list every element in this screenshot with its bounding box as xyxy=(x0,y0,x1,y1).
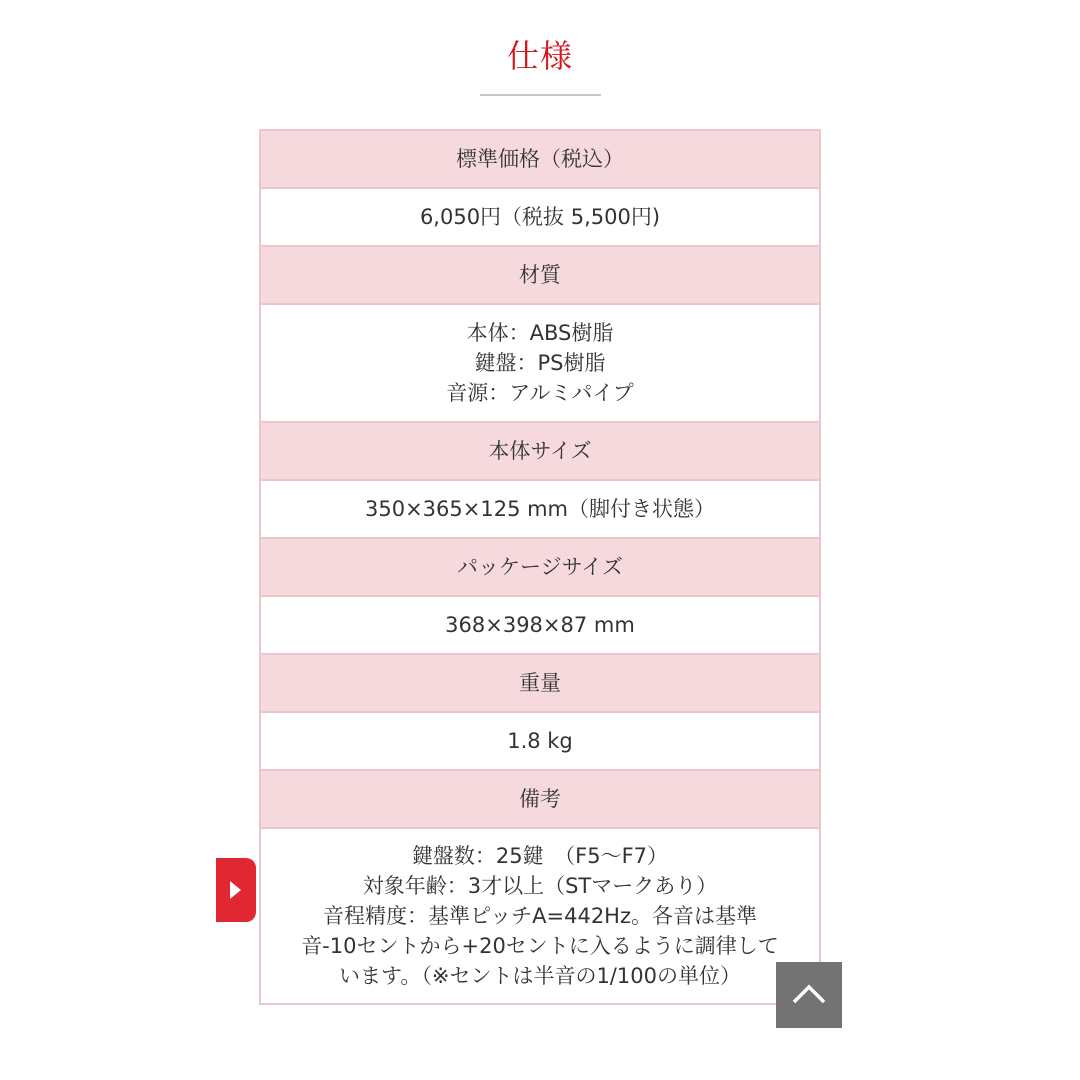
table-row xyxy=(260,770,820,828)
notes-line: 音程精度：基準ピッチA=442Hz。各音は基準 xyxy=(322,904,758,928)
notes-line: 鍵盤数：25鍵 （F5〜F7） xyxy=(411,844,669,868)
weight-value: 1.8 kg xyxy=(260,712,820,770)
price-value: 6,050円（税抜 5,500円) xyxy=(260,188,820,246)
price-label: 標準価格（税込） xyxy=(260,130,820,188)
table-row xyxy=(260,130,820,188)
material-line: 本体：ABS樹脂 xyxy=(466,321,614,345)
body-size-value: 350×365×125 mm（脚付き状態） xyxy=(260,480,820,538)
notes-line: 対象年齢：3才以上（STマークあり） xyxy=(362,874,718,898)
notes-line: います。（※セントは半音の1/100の単位） xyxy=(339,964,741,988)
material-label: 材質 xyxy=(260,246,820,304)
material-value xyxy=(260,304,820,422)
notes-line: 音-10セントから+20セントに入るように調律して xyxy=(301,934,779,958)
chevron-up-icon xyxy=(791,982,827,1006)
table-row xyxy=(260,304,820,422)
spec-table xyxy=(259,129,821,1005)
body-size-label: 本体サイズ xyxy=(260,422,820,480)
table-row xyxy=(260,246,820,304)
notes-label: 備考 xyxy=(260,770,820,828)
table-row xyxy=(260,596,820,654)
notes-value xyxy=(260,828,820,1004)
package-size-value: 368×398×87 mm xyxy=(260,596,820,654)
table-row xyxy=(260,480,820,538)
page-title: 仕様 xyxy=(506,37,573,75)
table-row xyxy=(260,828,820,1004)
table-row xyxy=(260,188,820,246)
caret-right-icon xyxy=(228,880,242,900)
back-to-top-button[interactable] xyxy=(776,962,842,1028)
table-row xyxy=(260,422,820,480)
package-size-label: パッケージサイズ xyxy=(260,538,820,596)
table-row xyxy=(260,654,820,712)
material-line: 鍵盤：PS樹脂 xyxy=(474,351,606,375)
table-row xyxy=(260,712,820,770)
title-divider xyxy=(480,94,601,96)
table-row xyxy=(260,538,820,596)
material-line: 音源：アルミパイプ xyxy=(446,381,634,405)
weight-label: 重量 xyxy=(260,654,820,712)
side-menu-tab[interactable] xyxy=(216,858,256,922)
